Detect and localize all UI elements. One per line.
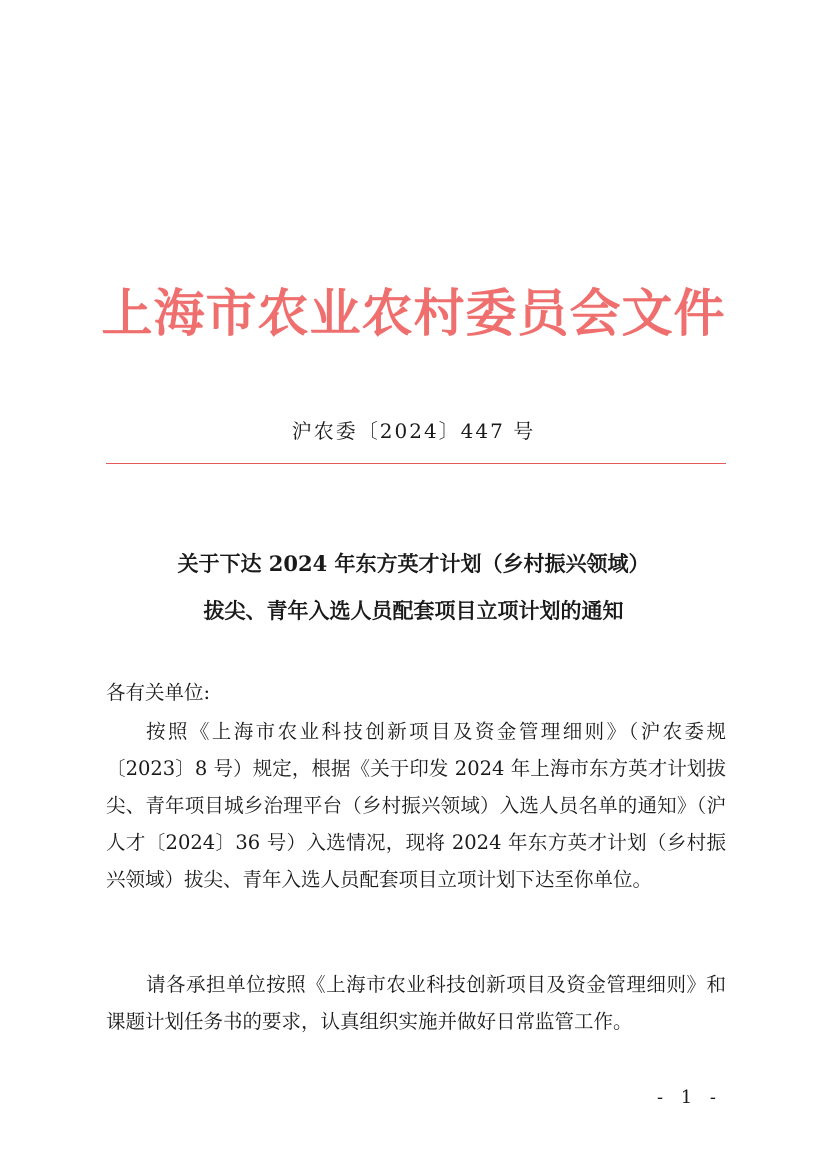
body-paragraph-1: 按照《上海市农业科技创新项目及资金管理细则》（沪农委规〔2023〕8 号）规定，根据《关于印发 2024 年上海市东方英才计划拔尖、青年项目城乡治理平台（乡村振兴领域）入选人员名单的通知》（沪人才〔2024〕36 号）入选情况，现将 2024 年东方英才计划（乡村振兴领域）拔尖、青年入选人员配套项目立项计划下达至你单位。	[106, 720, 726, 891]
notice-title-line-1: 关于下达 2024 年东方英才计划（乡村振兴领域）	[177, 551, 650, 576]
body-paragraph-2: 请各承担单位按照《上海市农业科技创新项目及资金管理细则》和课题计划任务书的要求，认真组织实施并做好日常监管工作。	[106, 973, 726, 1033]
notice-title-line-2: 拔尖、青年入选人员配套项目立项计划的通知	[203, 598, 624, 623]
salutation: 各有关单位:	[106, 681, 211, 704]
page-number: - 1 -	[656, 1087, 722, 1108]
document-number: 沪农委〔2024〕447 号	[291, 419, 536, 443]
red-divider-line	[106, 463, 726, 464]
document-masthead: 上海市农业农村委员会文件	[101, 284, 726, 344]
